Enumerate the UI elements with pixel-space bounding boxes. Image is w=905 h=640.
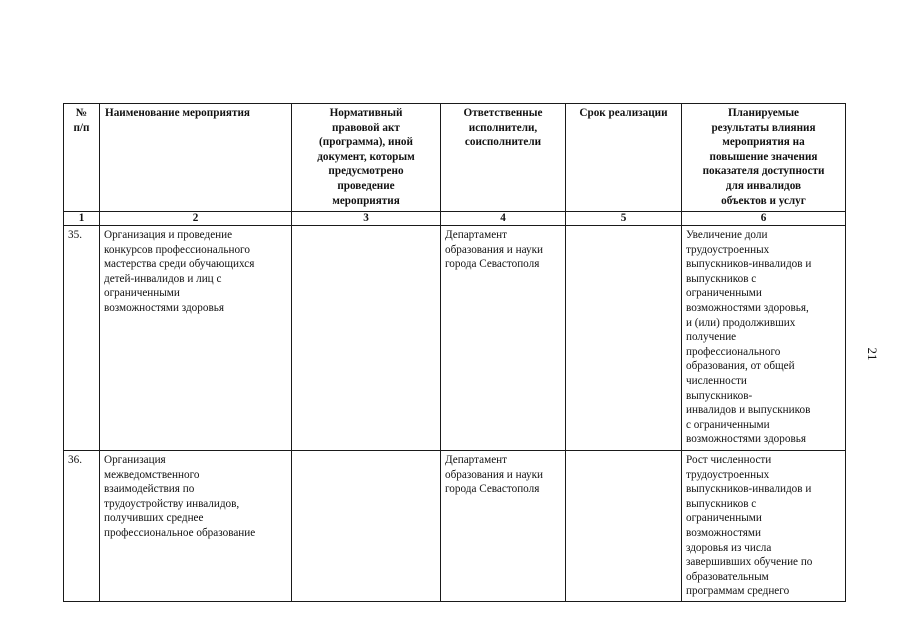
table-row <box>64 226 846 451</box>
legal-act <box>292 226 441 451</box>
column-number: 3 <box>292 212 441 226</box>
header-responsible: Ответственные исполнители, соисполнители <box>441 104 566 212</box>
legal-act <box>292 451 441 602</box>
header-legal-act: Нормативный правовой акт (программа), иной документ, которым предусмотрено проведение мероприятия <box>292 104 441 212</box>
measures-table <box>63 103 846 602</box>
table-row <box>64 451 846 602</box>
responsible: Департамент образования и науки города Севастополя <box>441 226 566 451</box>
page-number: 21 <box>865 347 880 361</box>
row-number: 35. <box>64 226 100 451</box>
measure-name: Организация и проведение конкурсов профессионального мастерства среди обучающихся детей-инвалидов и лиц с ограниченными возможностями здоровья <box>100 226 292 451</box>
header-measure-name: Наименование мероприятия <box>100 104 292 212</box>
header-planned-results: Планируемые результаты влияния мероприятия на повышение значения показателя доступности для инвалидов объектов и услуг <box>682 104 846 212</box>
term <box>566 226 682 451</box>
column-number: 1 <box>64 212 100 226</box>
row-number: 36. <box>64 451 100 602</box>
table-header-row <box>64 104 846 212</box>
planned-result: Увеличение доли трудоустроенных выпускников-инвалидов и выпускников с ограниченными возможностями здоровья, и (или) продолживших получение профессионального образования, от общей численности выпускников- инвалидов и выпускников с ограниченными возможностями здоровья <box>682 226 846 451</box>
planned-result: Рост численности трудоустроенных выпускников-инвалидов и выпускников с ограниченными возможностями здоровья из числа завершивших обучение по образовательным программам среднего <box>682 451 846 602</box>
responsible: Департамент образования и науки города Севастополя <box>441 451 566 602</box>
column-number: 5 <box>566 212 682 226</box>
measure-name: Организация межведомственного взаимодействия по трудоустройству инвалидов, получивших среднее профессиональное образование <box>100 451 292 602</box>
column-number: 2 <box>100 212 292 226</box>
column-number: 6 <box>682 212 846 226</box>
term <box>566 451 682 602</box>
header-number: № п/п <box>64 104 100 212</box>
header-term: Срок реализации <box>566 104 682 212</box>
column-number: 4 <box>441 212 566 226</box>
column-number-row <box>64 212 846 226</box>
